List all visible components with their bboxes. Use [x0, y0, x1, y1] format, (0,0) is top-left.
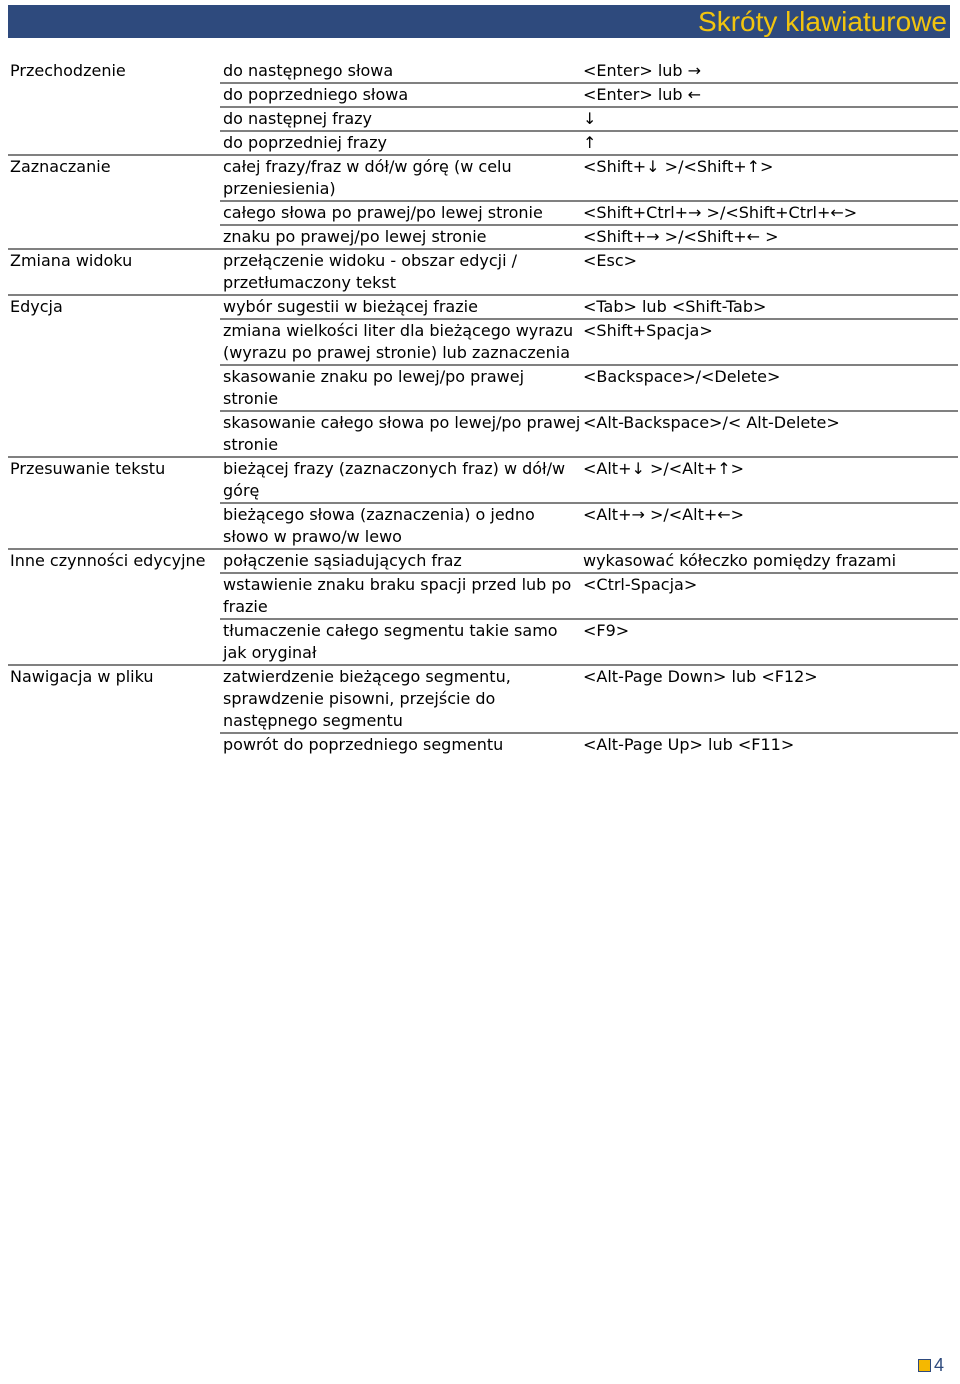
action-cell: powrót do poprzedniego segmentu — [223, 735, 504, 754]
action-cell: do poprzedniej frazy — [220, 131, 583, 155]
shortcuts-table — [8, 60, 958, 756]
action-cell: tłumaczenie całego segmentu takie samo jak oryginał — [220, 619, 583, 665]
category-cell: Edycja — [10, 297, 63, 316]
header-bar — [8, 5, 950, 38]
table-row — [8, 665, 958, 733]
category-cell — [8, 733, 220, 756]
page-title: Skróty klawiaturowe — [698, 6, 947, 37]
category-cell: Przechodzenie — [10, 61, 126, 80]
category-cell — [8, 107, 220, 131]
table-row — [8, 131, 958, 155]
category-cell — [8, 365, 220, 411]
shortcut-cell: <Shift+→ >/<Shift+← > — [583, 225, 958, 249]
action-cell: do poprzedniego słowa — [220, 83, 583, 107]
table-row — [8, 319, 958, 365]
page-marker-icon — [918, 1359, 931, 1372]
table-row — [8, 295, 958, 319]
action-cell: całej frazy/fraz w dół/w górę (w celu przeniesienia) — [220, 155, 583, 201]
action-cell: wybór sugestii w bieżącej frazie — [220, 295, 583, 319]
category-cell: Zaznaczanie — [10, 157, 111, 176]
table-row — [8, 411, 958, 457]
shortcut-cell: <Shift+↓ >/<Shift+↑> — [583, 155, 958, 201]
action-cell: znaku po prawej/po lewej stronie — [220, 225, 583, 249]
action-cell: do następnego słowa — [220, 60, 583, 83]
category-cell: Zmiana widoku — [8, 249, 220, 295]
action-cell: zatwierdzenie bieżącego segmentu, sprawdzenie pisowni, przejście do następnego segmentu — [220, 665, 583, 733]
action-cell: bieżącej frazy (zaznaczonych fraz) w dół/w górę — [220, 457, 583, 503]
category-cell: Przesuwanie tekstu — [10, 459, 166, 478]
table-row — [8, 201, 958, 225]
table-row — [8, 503, 958, 549]
action-cell: do następnej frazy — [220, 107, 583, 131]
category-cell — [8, 319, 220, 365]
shortcut-cell: wykasować kółeczko pomiędzy frazami — [583, 549, 958, 573]
shortcut-cell: ↓ — [583, 107, 958, 131]
category-cell: Inne czynności edycyjne — [10, 551, 206, 570]
table-row — [8, 619, 958, 665]
category-cell: Nawigacja w pliku — [10, 667, 154, 686]
table-row — [8, 155, 958, 201]
shortcut-cell: <Alt-Backspace>/< Alt-Delete> — [583, 411, 958, 457]
shortcut-cell: <Enter> lub → — [583, 60, 958, 83]
shortcut-cell: <Tab> lub <Shift-Tab> — [583, 295, 958, 319]
page-number — [918, 1355, 944, 1376]
shortcut-cell: <Shift+Ctrl+→ >/<Shift+Ctrl+←> — [583, 201, 958, 225]
category-cell — [8, 225, 220, 249]
table-row — [8, 107, 958, 131]
category-cell — [8, 131, 220, 155]
category-cell — [8, 83, 220, 107]
action-cell: przełączenie widoku - obszar edycji / przetłumaczony tekst — [220, 249, 583, 295]
shortcut-cell: <Enter> lub ← — [583, 83, 958, 107]
table-row — [8, 457, 958, 503]
category-cell — [8, 503, 220, 549]
shortcut-cell: <Alt+→ >/<Alt+←> — [583, 503, 958, 549]
shortcut-cell: <Alt-Page Down> lub <F12> — [583, 665, 958, 733]
table-row — [8, 733, 958, 756]
shortcut-cell: <Alt+↓ >/<Alt+↑> — [583, 457, 958, 503]
table-row — [8, 249, 958, 295]
shortcut-cell: ↑ — [583, 131, 958, 155]
action-cell: skasowanie całego słowa po lewej/po prawej stronie — [220, 411, 583, 457]
action-cell: bieżącego słowa (zaznaczenia) o jedno słowo w prawo/w lewo — [220, 503, 583, 549]
shortcut-cell: <F9> — [583, 619, 958, 665]
category-cell — [8, 201, 220, 225]
table-row — [8, 549, 958, 573]
shortcut-cell: <Ctrl-Spacja> — [583, 573, 958, 619]
action-cell: wstawienie znaku braku spacji przed lub po frazie — [220, 573, 583, 619]
action-cell: skasowanie znaku po lewej/po prawej stronie — [220, 365, 583, 411]
table-row — [8, 365, 958, 411]
action-cell: zmiana wielkości liter dla bieżącego wyrazu (wyrazu po prawej stronie) lub zaznaczenia — [220, 319, 583, 365]
category-cell — [8, 573, 220, 619]
shortcut-cell: <Alt-Page Up> lub <F11> — [583, 735, 795, 754]
shortcut-cell: <Shift+Spacja> — [583, 319, 958, 365]
category-cell — [8, 411, 220, 457]
page-number-text: 4 — [933, 1355, 944, 1375]
table-row — [8, 573, 958, 619]
table-row — [8, 83, 958, 107]
shortcut-cell: <Backspace>/<Delete> — [583, 365, 958, 411]
table-row — [8, 60, 958, 83]
table-row — [8, 225, 958, 249]
shortcut-cell: <Esc> — [583, 249, 958, 295]
action-cell: połączenie sąsiadujących fraz — [220, 549, 583, 573]
category-cell — [8, 619, 220, 665]
action-cell: całego słowa po prawej/po lewej stronie — [220, 201, 583, 225]
